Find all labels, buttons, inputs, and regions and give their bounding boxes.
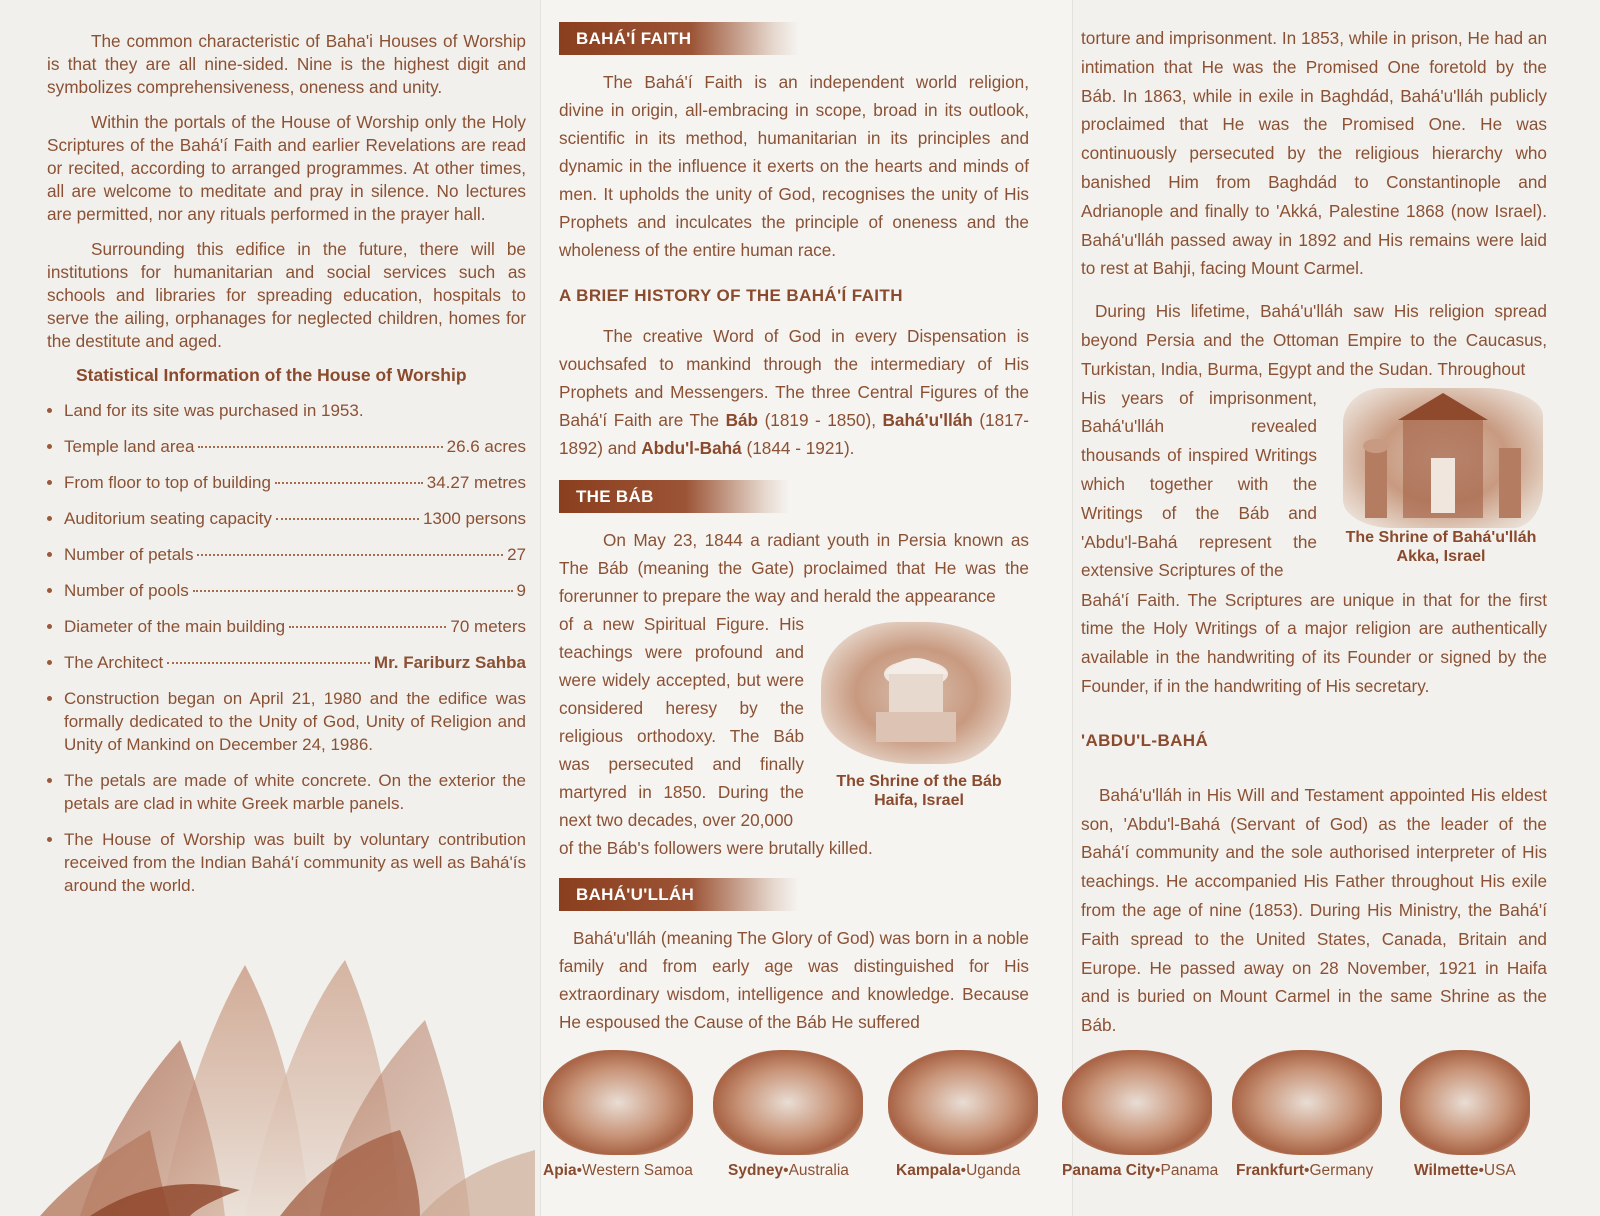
abdulbaha-name: Abdu'l-Bahá <box>641 438 742 458</box>
temple-caption <box>896 1162 1020 1180</box>
lifetime-paragraph: During His lifetime, Bahá'u'lláh saw His religion spread beyond Persia and the Ottoman Empire to the Caucasus, Turkistan, India, Burma, Egypt and the Sudan. Throughout <box>1081 301 1547 379</box>
temple-caption <box>543 1162 693 1180</box>
leader-dots <box>289 626 446 628</box>
lifetime-text: His years of imprisonment, Bahá'u'lláh revealed thousands of inspired Writings which together with the Writings of the Báb and 'Abdu'l-Bahá represent the extensive Scriptures of the <box>1081 387 1317 581</box>
stat-value: 70 meters <box>450 617 526 636</box>
temple-frankfurt-image <box>1232 1050 1382 1155</box>
separator: • <box>1478 1162 1484 1179</box>
abdulbaha-heading: 'ABDU'L-BAHÁ <box>1081 730 1209 750</box>
nine-sided-paragraph: The common characteristic of Baha'i Houses of Worship is that they are all nine-sided. Nine is the highest digit and symbolizes comprehensiveness, oneness and unity. <box>47 31 526 97</box>
stat-value: 9 <box>516 581 526 600</box>
frankfurt-photo <box>1232 1050 1382 1155</box>
stat-label: Auditorium seating capacity <box>64 509 272 528</box>
stat-built: The House of Worship was built by voluntary contribution received from the Indian Bahá'í community as well as Bahá'ís around the world. <box>47 828 526 897</box>
temple-wilmette-image <box>1400 1050 1530 1155</box>
stat-label: Number of petals <box>64 545 194 564</box>
temple-country: Uganda <box>966 1162 1021 1179</box>
stat-land-purchase: Land for its site was purchased in 1953. <box>47 399 526 422</box>
apia-photo <box>543 1050 693 1155</box>
right-content <box>1081 24 1547 1040</box>
stat-value: 1300 persons <box>422 509 526 528</box>
stat-value: 27 <box>507 545 526 564</box>
kampala-photo <box>888 1050 1038 1155</box>
bahaullah-banner: BAHÁ'U'LLÁH <box>559 878 799 911</box>
stat-construction: Construction began on April 21, 1980 and the edifice was formally dedicated to the Unity of God, Unity of Religion and Unity of Mankind on December 24, 1986. <box>47 687 526 756</box>
leader-dots <box>198 446 442 448</box>
history-paragraph <box>559 322 1029 462</box>
temple-caption <box>728 1162 849 1180</box>
stat-item <box>47 471 526 494</box>
temple-caption <box>1062 1162 1218 1180</box>
bab-paragraph-end: of the Báb's followers were brutally killed. <box>559 838 873 858</box>
bab-wrap-block <box>559 610 1029 834</box>
the-bab-banner: THE BÁB <box>559 480 789 513</box>
left-panel <box>0 0 540 1216</box>
temple-country: Australia <box>788 1162 849 1179</box>
history-text: The creative Word of God in every Dispensation is vouchsafed to mankind through the intermediary of His Prophets and Messengers. The three Central Figures of the Bahá'í Faith are The <box>559 326 1029 430</box>
leader-dots <box>197 554 503 556</box>
bahaullah-years: (1817-1892) and <box>559 410 1029 458</box>
stat-item <box>47 579 526 602</box>
temple-country: Western Samoa <box>582 1162 693 1179</box>
lifetime-wrap-block <box>1081 384 1547 586</box>
shrine-of-bab-photo <box>821 622 1011 764</box>
bahaullah-name: Bahá'u'lláh <box>882 410 973 430</box>
abdulbaha-paragraph: Bahá'u'lláh in His Will and Testament appointed His eldest son, 'Abdu'l-Bahá (Servant of God) as the leader of the Bahá'í community and the sole authorised interpreter of His teachings. He accompanied His Father throughout His exile from the age of nine (1853). During His Ministry, the Bahá'í Faith spread to the United States, Canada, Britain and Europe. He passed away on 28 November, 1921 in Haifa and is buried on Mount Carmel in the same Shrine as the Báb. <box>1081 784 1547 1036</box>
stat-value: 34.27 metres <box>426 473 526 492</box>
middle-content <box>559 22 1029 1036</box>
separator: • <box>1155 1162 1161 1179</box>
stat-item <box>47 651 526 674</box>
stat-label: Diameter of the main building <box>64 617 286 636</box>
temple-country: USA <box>1483 1162 1516 1179</box>
temple-city: Apia <box>543 1162 577 1179</box>
temple-city: Kampala <box>896 1162 961 1179</box>
separator: • <box>1304 1162 1310 1179</box>
lifetime-paragraph-wrap <box>1081 384 1317 586</box>
bab-name: Báb <box>725 410 759 430</box>
bahai-faith-banner: BAHÁ'Í FAITH <box>559 22 799 55</box>
leader-dots <box>167 662 370 664</box>
stats-list <box>47 399 526 897</box>
temple-city: Wilmette <box>1414 1162 1479 1179</box>
temple-panama-image <box>1062 1050 1212 1155</box>
temple-city: Panama City <box>1062 1162 1156 1179</box>
stat-label: From floor to top of building <box>64 473 271 492</box>
bab-shrine-caption <box>814 772 1024 810</box>
caption-line: Haifa, Israel <box>874 792 964 809</box>
wilmette-photo <box>1400 1050 1530 1155</box>
bab-paragraph-wrap: of a new Spiritual Figure. His teachings were profound and were widely accepted, but were considered heresy by the religious orthodoxy. The Báb was persecuted and finally martyred in 1850. During the next two decades, over 20,000 <box>559 614 804 830</box>
stat-item <box>47 435 526 458</box>
stat-item <box>47 543 526 566</box>
portals-paragraph: Within the portals of the House of Worship only the Holy Scriptures of the Bahá'í Faith and earlier Revelations are read or recited, according to arranged programmes. At other times, all are welcome to meditate and pray in silence. No lectures are permitted, nor any rituals performed in the prayer hall. <box>47 112 526 224</box>
temple-country: Germany <box>1309 1162 1374 1179</box>
temple-city: Frankfurt <box>1236 1162 1305 1179</box>
temple-country: Panama <box>1160 1162 1219 1179</box>
temple-caption <box>1236 1162 1373 1180</box>
bab-years: (1819 - 1850), <box>758 410 883 430</box>
leader-dots <box>276 518 419 520</box>
history-heading: A BRIEF HISTORY OF THE BAHÁ'Í FAITH <box>559 286 903 305</box>
right-panel <box>1072 0 1600 1216</box>
temple-caption <box>1414 1162 1516 1180</box>
stat-label: Number of pools <box>64 581 189 600</box>
architect-name: Mr. Fariburz Sahba <box>373 653 526 672</box>
surrounding-paragraph: Surrounding this edifice in the future, there will be institutions for humanitarian and social services such as schools and libraries for spreading education, hospitals to serve the ailing, orphanages for neglected children, homes for the destitute and aged. <box>47 239 526 351</box>
stat-label: The Architect <box>64 653 164 672</box>
stat-item <box>47 507 526 530</box>
shrine-of-bab-drawing <box>821 622 1011 764</box>
shrine-of-bahaullah-drawing <box>1343 388 1543 528</box>
bab-paragraph: On May 23, 1844 a radiant youth in Persia known as The Báb (meaning the Gate) proclaimed that He was the forerunner to prepare the way and herald the appearance <box>559 530 1029 606</box>
stats-heading: Statistical Information of the House of Worship <box>76 365 467 385</box>
bahaullah-paragraph: Bahá'u'lláh (meaning The Glory of God) was born in a noble family and from early age was distinguished for His extraordinary wisdom, intelligence and knowledge. Because He espoused the Cause of the Báb He suffered <box>559 928 1029 1032</box>
faith-paragraph: The Bahá'í Faith is an independent world religion, divine in origin, all-embracing in scope, broad in its outlook, scientific in its method, humanitarian in its principles and dynamic in the influence it exerts on the hearts and minds of men. It upholds the unity of God, recognises the unity of His Prophets and inculcates the principle of oneness and the wholeness of the entire human race. <box>559 72 1029 260</box>
caption-line: The Shrine of Bahá'u'lláh <box>1345 528 1537 546</box>
abdulbaha-years: (1844 - 1921). <box>741 438 855 458</box>
middle-panel <box>540 0 1072 1216</box>
separator: • <box>576 1162 583 1179</box>
temple-sydney-image <box>713 1050 863 1155</box>
separator: • <box>960 1162 967 1179</box>
stat-value: 26.6 acres <box>446 437 526 456</box>
scriptures-paragraph: Bahá'í Faith. The Scriptures are unique in that for the first time the Holy Writings of a major religion are authentically available in the handwriting of its Founder or signed by the Founder, if in the handwriting of His secretary. <box>1081 589 1547 696</box>
stat-petals: The petals are made of white concrete. On the exterior the petals are clad in white Greek marble panels. <box>47 769 526 815</box>
stat-item <box>47 615 526 638</box>
stat-label: Temple land area <box>64 437 195 456</box>
panama-photo <box>1062 1050 1212 1155</box>
bahaullah-continued-paragraph: torture and imprisonment. In 1853, while in prison, He had an intimation that He was the Promised One foretold by the Báb. In 1863, while in exile in Baghdád, Bahá'u'lláh publicly proclaimed that He was the Promised One. He was continuously persecuted by the religious hierarchy who banished Him from Baghdád to Constantinople and Adrianople and finally to 'Akká, Palestine 1868 (now Israel). Bahá'u'lláh passed away in 1892 and His remains were laid to rest at Bahji, facing Mount Carmel. <box>1081 28 1547 279</box>
separator: • <box>783 1162 789 1179</box>
temple-apia-image <box>543 1050 693 1155</box>
left-content <box>47 30 526 910</box>
caption-line: The Shrine of the Báb <box>836 773 1002 790</box>
lotus-temple-illustration <box>40 950 535 1216</box>
caption-line: Akka, Israel <box>1396 547 1486 565</box>
temple-city: Sydney <box>728 1162 784 1179</box>
temple-kampala-image <box>888 1050 1038 1155</box>
sydney-photo <box>713 1050 863 1155</box>
bahaullah-shrine-caption <box>1326 528 1556 566</box>
shrine-of-bahaullah-photo <box>1343 388 1543 528</box>
leader-dots <box>275 482 423 484</box>
leader-dots <box>193 590 513 592</box>
